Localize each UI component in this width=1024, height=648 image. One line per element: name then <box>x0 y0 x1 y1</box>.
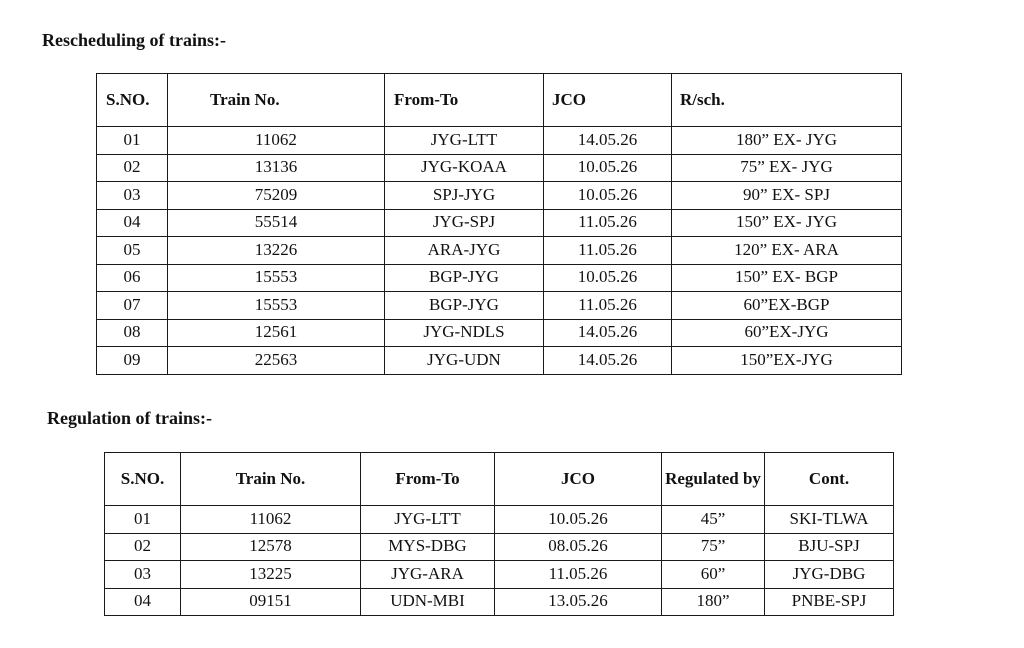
cell-rsch: 150” EX- JYG <box>672 209 902 237</box>
cell-regulated-by: 45” <box>662 506 765 534</box>
table-header-row <box>105 453 894 506</box>
cell-train: 75209 <box>168 182 385 210</box>
cell-rsch: 60”EX-JYG <box>672 319 902 347</box>
cell-rsch: 60”EX-BGP <box>672 292 902 320</box>
cell-rsch: 150”EX-JYG <box>672 347 902 375</box>
cell-from-to: JYG-UDN <box>385 347 544 375</box>
cell-from-to: JYG-ARA <box>361 561 495 589</box>
cell-jco: 14.05.26 <box>544 319 672 347</box>
cell-from-to: JYG-NDLS <box>385 319 544 347</box>
cell-sno: 08 <box>97 319 168 347</box>
cell-train: 11062 <box>168 127 385 155</box>
cell-cont: PNBE-SPJ <box>765 588 894 616</box>
rescheduling-heading: Rescheduling of trains:- <box>42 30 226 50</box>
table-row <box>105 588 894 616</box>
rescheduling-table <box>96 73 902 375</box>
cell-rsch: 120” EX- ARA <box>672 237 902 265</box>
column-header-sno: S.NO. <box>97 74 168 127</box>
cell-regulated-by: 180” <box>662 588 765 616</box>
column-header-sno: S.NO. <box>105 453 181 506</box>
cell-train: 22563 <box>168 347 385 375</box>
cell-sno: 02 <box>97 154 168 182</box>
cell-jco: 10.05.26 <box>495 506 662 534</box>
column-header-cont: Cont. <box>765 453 894 506</box>
cell-from-to: BGP-JYG <box>385 292 544 320</box>
cell-train: 15553 <box>168 292 385 320</box>
cell-train: 13226 <box>168 237 385 265</box>
cell-jco: 14.05.26 <box>544 347 672 375</box>
cell-train: 12561 <box>168 319 385 347</box>
cell-from-to: UDN-MBI <box>361 588 495 616</box>
table-row <box>97 127 902 155</box>
regulation-table <box>104 452 894 616</box>
column-header-from-to: From-To <box>361 453 495 506</box>
cell-rsch: 180” EX- JYG <box>672 127 902 155</box>
column-header-from-to: From-To <box>385 74 544 127</box>
cell-jco: 08.05.26 <box>495 533 662 561</box>
column-header-jco: JCO <box>544 74 672 127</box>
cell-cont: BJU-SPJ <box>765 533 894 561</box>
cell-from-to: MYS-DBG <box>361 533 495 561</box>
table-row <box>97 264 902 292</box>
cell-from-to: JYG-LTT <box>361 506 495 534</box>
regulation-heading: Regulation of trains:- <box>47 408 212 428</box>
cell-sno: 03 <box>105 561 181 589</box>
cell-from-to: ARA-JYG <box>385 237 544 265</box>
column-header-train-no: Train No. <box>181 453 361 506</box>
cell-cont: SKI-TLWA <box>765 506 894 534</box>
table-row <box>97 209 902 237</box>
cell-sno: 02 <box>105 533 181 561</box>
cell-train: 55514 <box>168 209 385 237</box>
cell-jco: 14.05.26 <box>544 127 672 155</box>
cell-rsch: 90” EX- SPJ <box>672 182 902 210</box>
cell-sno: 05 <box>97 237 168 265</box>
cell-from-to: JYG-SPJ <box>385 209 544 237</box>
table-row <box>105 506 894 534</box>
cell-regulated-by: 75” <box>662 533 765 561</box>
cell-jco: 10.05.26 <box>544 182 672 210</box>
column-header-regulated-by: Regulated by <box>662 453 765 506</box>
cell-sno: 03 <box>97 182 168 210</box>
column-header-train-no: Train No. <box>168 74 385 127</box>
cell-from-to: JYG-LTT <box>385 127 544 155</box>
cell-rsch: 150” EX- BGP <box>672 264 902 292</box>
table-row <box>97 292 902 320</box>
cell-train: 13225 <box>181 561 361 589</box>
cell-from-to: BGP-JYG <box>385 264 544 292</box>
cell-sno: 04 <box>105 588 181 616</box>
table-row <box>105 561 894 589</box>
table-row <box>97 154 902 182</box>
cell-regulated-by: 60” <box>662 561 765 589</box>
table-row <box>105 533 894 561</box>
cell-jco: 10.05.26 <box>544 154 672 182</box>
cell-sno: 09 <box>97 347 168 375</box>
cell-sno: 07 <box>97 292 168 320</box>
table-row <box>97 319 902 347</box>
cell-train: 12578 <box>181 533 361 561</box>
column-header-jco: JCO <box>495 453 662 506</box>
cell-sno: 01 <box>105 506 181 534</box>
cell-train: 15553 <box>168 264 385 292</box>
cell-jco: 11.05.26 <box>544 237 672 265</box>
column-header-rsch: R/sch. <box>672 74 902 127</box>
cell-jco: 11.05.26 <box>495 561 662 589</box>
cell-jco: 13.05.26 <box>495 588 662 616</box>
cell-from-to: SPJ-JYG <box>385 182 544 210</box>
cell-jco: 10.05.26 <box>544 264 672 292</box>
cell-sno: 01 <box>97 127 168 155</box>
table-header-row <box>97 74 902 127</box>
cell-jco: 11.05.26 <box>544 292 672 320</box>
table-row <box>97 182 902 210</box>
cell-train: 13136 <box>168 154 385 182</box>
cell-sno: 06 <box>97 264 168 292</box>
cell-train: 11062 <box>181 506 361 534</box>
cell-from-to: JYG-KOAA <box>385 154 544 182</box>
cell-cont: JYG-DBG <box>765 561 894 589</box>
cell-jco: 11.05.26 <box>544 209 672 237</box>
cell-sno: 04 <box>97 209 168 237</box>
cell-rsch: 75” EX- JYG <box>672 154 902 182</box>
table-row <box>97 237 902 265</box>
table-row <box>97 347 902 375</box>
cell-train: 09151 <box>181 588 361 616</box>
